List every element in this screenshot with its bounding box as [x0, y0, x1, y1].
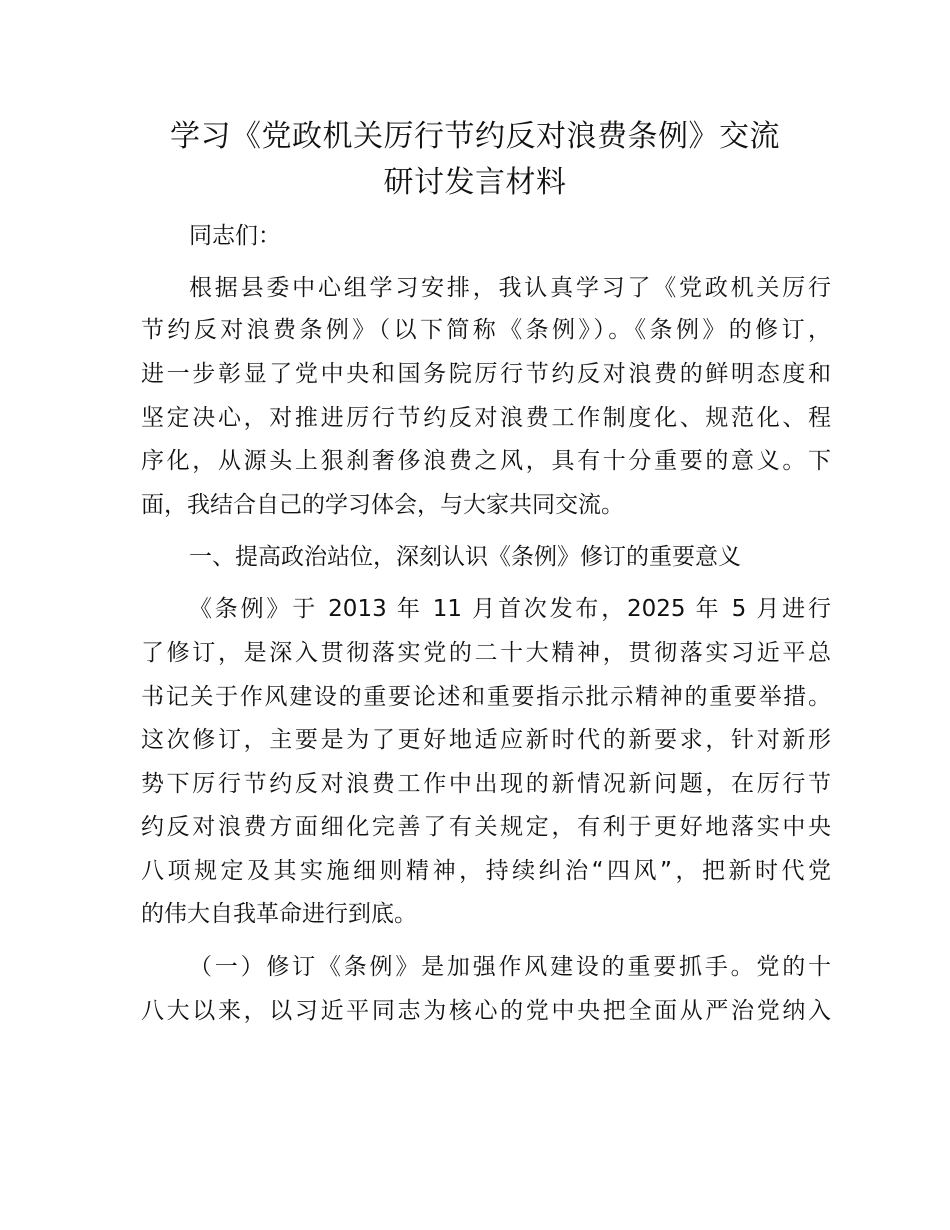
paragraph-2-line-7: 八项规定及其实施细则精神，持续纠治“四风”，把新时代党	[141, 858, 831, 884]
paragraph-3-line-2: 八大以来，以习近平同志为核心的党中央把全面从严治党纳入	[141, 998, 831, 1024]
paragraph-1-line-3: 进一步彰显了党中央和国务院厉行节约反对浪费的鲜明态度和	[141, 361, 831, 387]
paragraph-1-line-5: 序化，从源头上狠刹奢侈浪费之风，具有十分重要的意义。下	[141, 448, 831, 474]
paragraph-2-line-5: 势下厉行节约反对浪费工作中出现的新情况新问题，在厉行节	[141, 771, 831, 797]
section-heading-1: 一、提高政治站位，深刻认识《条例》修订的重要意义	[189, 544, 741, 570]
document-title-line-2: 研讨发言材料	[383, 165, 567, 200]
paragraph-2-line-1: 《条例》于 2013 年 11 月首次发布，2025 年 5 月进行	[189, 596, 831, 622]
paragraph-2-line-6: 约反对浪费方面细化完善了有关规定，有利于更好地落实中央	[141, 814, 831, 840]
paragraph-2-line-2: 了修订，是深入贯彻落实党的二十大精神，贯彻落实习近平总	[141, 640, 831, 666]
paragraph-2-line-4: 这次修订，主要是为了更好地适应新时代的新要求，针对新形	[141, 727, 831, 753]
paragraph-1-line-1: 根据县委中心组学习安排，我认真学习了《党政机关厉行	[189, 275, 831, 301]
paragraph-1-line-4: 坚定决心，对推进厉行节约反对浪费工作制度化、规范化、程	[141, 405, 831, 431]
paragraph-1-line-2: 节约反对浪费条例》（以下简称《条例》）。《条例》的修订，	[141, 317, 831, 343]
paragraph-3-line-1: （一）修订《条例》是加强作风建设的重要抓手。党的十	[189, 954, 831, 980]
paragraph-1-line-6: 面，我结合自己的学习体会，与大家共同交流。	[141, 492, 624, 518]
paragraph-2-line-3: 书记关于作风建设的重要论述和重要指示批示精神的重要举措。	[141, 684, 831, 710]
greeting: 同志们：	[189, 223, 281, 249]
document-title-line-1: 学习《党政机关厉行节约反对浪费条例》交流	[170, 119, 780, 154]
paragraph-2-line-8: 的伟大自我革命进行到底。	[141, 901, 417, 927]
